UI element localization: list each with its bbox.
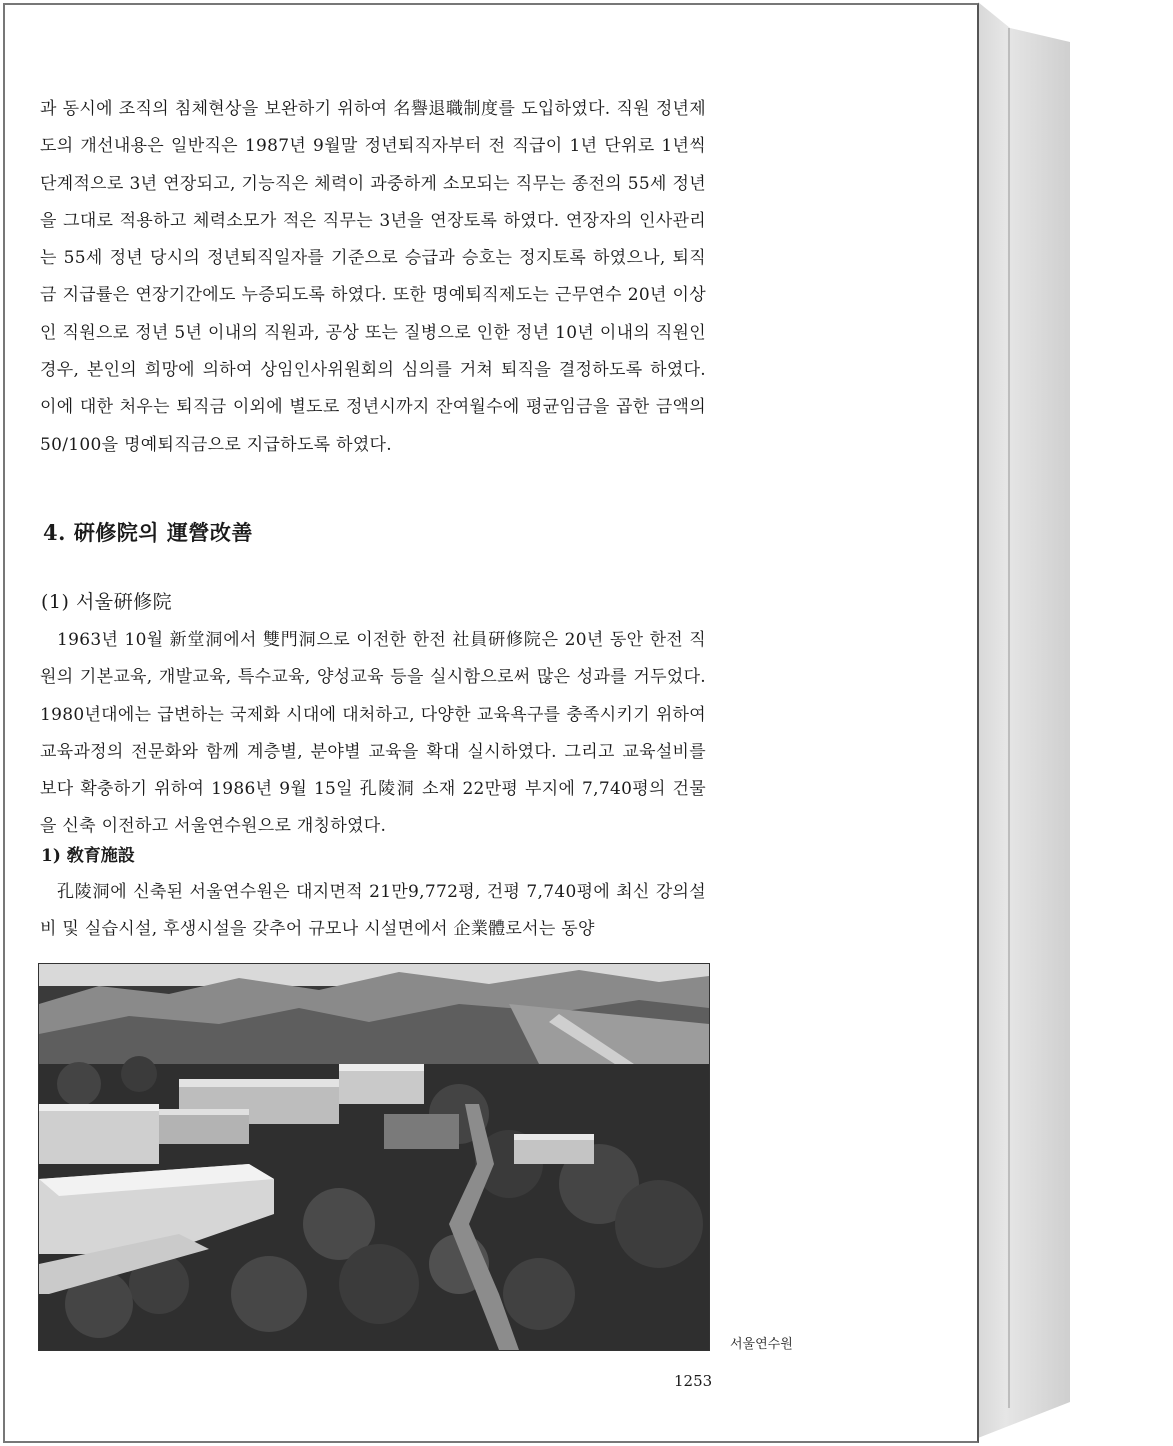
paragraph-seoul-training-center: 1963년 10월 新堂洞에서 雙門洞으로 이전한 한전 社員硏修院은 20년 동안 한전 직원의 기본교육, 개발교육, 특수교육, 양성교육 등을 실시함으로써 많은 성과를 거두었다. 1980년대에는 급변하는 국제화 시대에 대처하고, 다양한 교육욕구를 충족시키기 위하여 교육과정의 전문화와 함께 계층별, 분야별 교육을 확대 실시하였다. 그리고 교육설비를 보다 확충하기 위하여 1986년 9월 15일 孔陵洞 소재 22만평 부지에 7,740평의 건물을 신축 이전하고 서울연수원으로 개칭하였다.: [40, 630, 706, 837]
aerial-photo-illustration: [39, 964, 709, 1350]
photo-caption: 서울연수원: [730, 1337, 793, 1352]
page-number: 1253: [674, 1372, 713, 1390]
paragraph-educational-facilities: 孔陵洞에 신축된 서울연수원은 대지면적 21만9,772평, 건평 7,740평에 최신 강의설비 및 실습시설, 후생시설을 갖추어 규모나 시설면에서 企業體로서는 동양: [40, 882, 706, 940]
book-page-edges: [978, 2, 1070, 1438]
book-edge-line: [1008, 28, 1010, 1408]
seoul-training-center-photo: [38, 963, 710, 1351]
item-title: 1) 敎育施設: [41, 846, 135, 866]
paragraph-retirement-system: 과 동시에 조직의 침체현상을 보완하기 위하여 名譽退職制度를 도입하였다. 직원 정년제도의 개선내용은 일반직은 1987년 9월말 정년퇴직자부터 전 직급이 1년 단위로 1년씩 단계적으로 3년 연장되고, 기능직은 체력이 과중하게 소모되는 직무는 종전의 55세 정년을 그대로 적용하고 체력소모가 적은 직무는 3년을 연장토록 하였다. 연장자의 인사관리는 55세 정년 당시의 정년퇴직일자를 기준으로 승급과 승호는 정지토록 하였으나, 퇴직금 지급률은 연장기간에도 누증되도록 하였다. 또한 명예퇴직제도는 근무연수 20년 이상인 직원으로 정년 5년 이내의 직원과, 공상 또는 질병으로 인한 정년 10년 이내의 직원인 경우, 본인의 희망에 의하여 상임인사위원회의 심의를 거쳐 퇴직을 결정하도록 하였다. 이에 대한 처우는 퇴직금 이외에 별도로 정년시까지 잔여월수에 평균임금을 곱한 금액의 50/100을 명예퇴직금으로 지급하도록 하였다.: [40, 99, 706, 455]
subsection-title: (1) 서울硏修院: [41, 591, 173, 613]
book-page: [3, 3, 979, 1443]
section-title: 4. 硏修院의 運營改善: [43, 520, 253, 545]
